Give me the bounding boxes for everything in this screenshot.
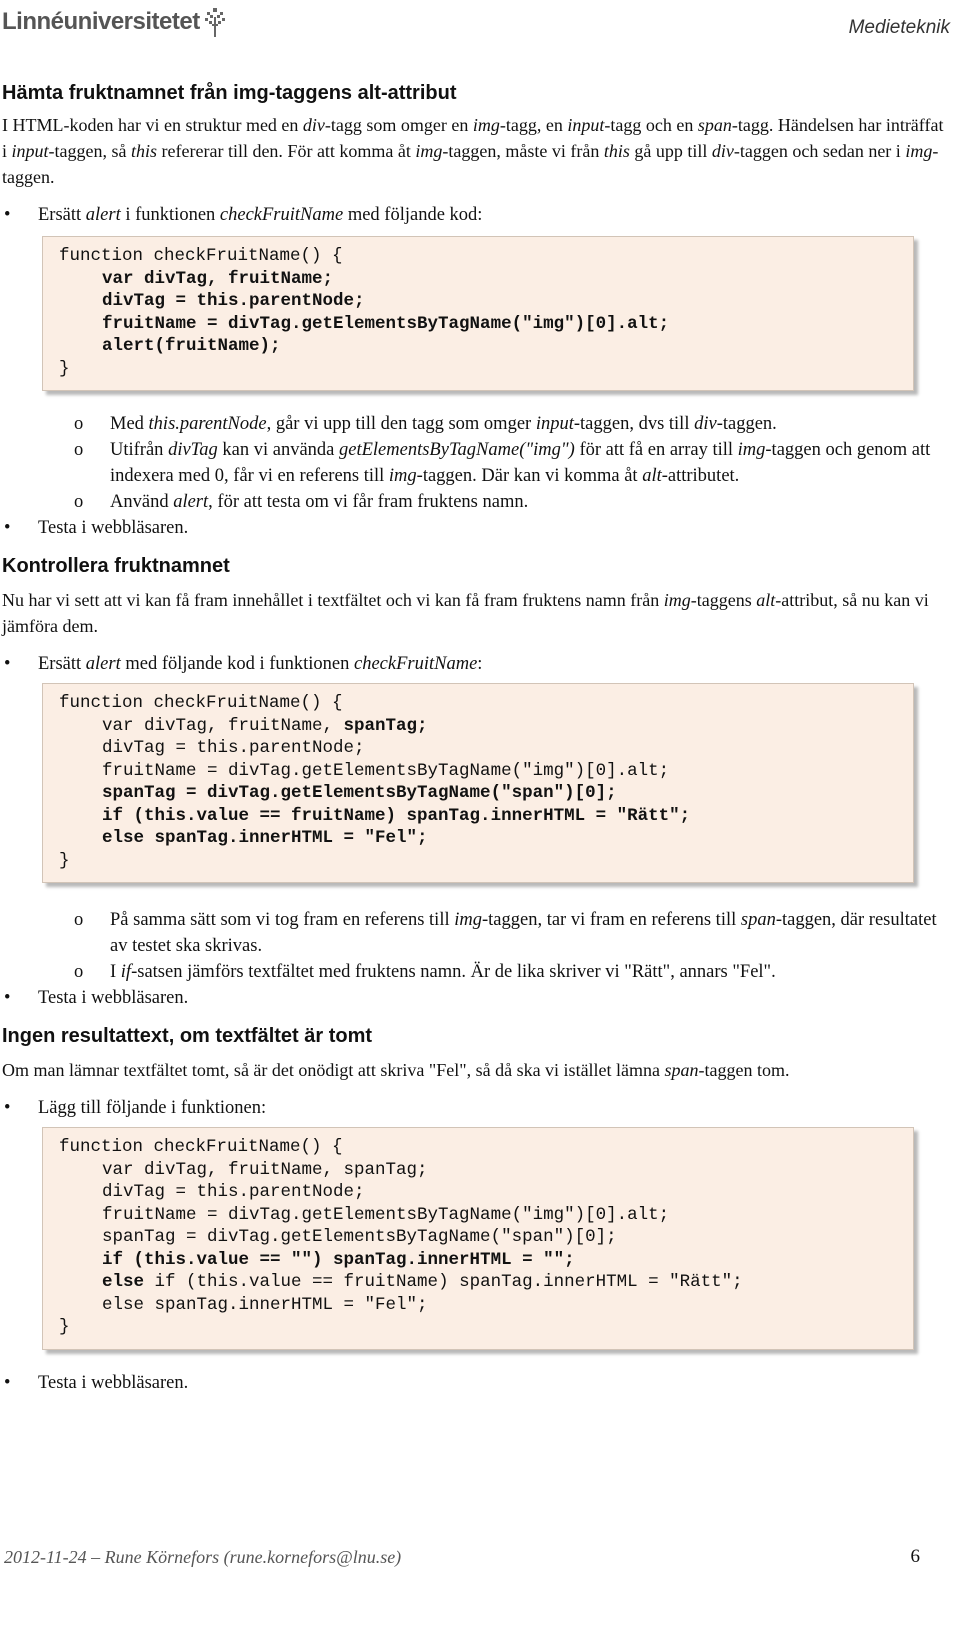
text: checkFruitName [354,654,478,674]
text: checkFruitName [219,205,344,225]
text: -taggen, så [48,141,131,161]
text: Använd [110,492,174,512]
text: div [711,141,734,161]
text: I HTML-koden har vi en struktur med en [2,115,303,135]
text: this.parentNode [148,414,267,434]
code-line [59,715,899,738]
text: -taggen och sedan ner i [733,141,906,161]
footer-text: 2012-11-24 – Rune Körnefors (rune.kornefors@lnu.se) [4,1547,402,1567]
text: alt [642,466,662,486]
text: -tagg och en [604,115,698,135]
bullet-item: • Testa i webbläsaren. [2,1370,947,1396]
section-label: Medieteknik [848,17,950,38]
bullet-item [2,202,947,228]
code-line: alert(fruitName); [102,336,281,356]
text: -attribut, så nu kan vi jämföra dem. [2,590,929,636]
code-line: } [59,358,70,379]
section-heading-3: Ingen resultattext, om textfältet är tomt [2,1025,373,1047]
text: Om man lämnar textfältet tomt, så är det onödigt att skriva "Fel", så då ska vi istället lämna [2,1060,665,1080]
text: divTag [168,440,218,460]
code-line: function checkFruitName() { [59,693,343,713]
code-line: divTag = this.parentNode; [102,1182,365,1202]
text: if (this.value == fruitName) spanTag.innerHTML = "Rätt"; [144,1272,743,1292]
logo-text: Linnéuniversitetet [2,8,200,35]
text: -tagg som omger en [324,115,473,135]
text: -taggen. [2,141,939,187]
text: if [120,962,132,982]
text: I [110,962,121,982]
text: img [415,141,443,161]
text: med följande kod i funktionen [120,654,354,674]
text: span [740,910,776,930]
code-line: spanTag = divTag.getElementsByTagName("span")[0]; [102,783,617,803]
code-line [59,1271,899,1294]
page-number: 6 [910,1546,920,1567]
paragraph-1 [2,112,947,190]
code-line: } [59,850,70,871]
text: -taggen, där resultatet av testet ska skrivas. [110,910,937,956]
code-line: else spanTag.innerHTML = "Fel"; [102,828,428,848]
code-line: var divTag, fruitName; [102,268,334,289]
text: , går vi upp till den tagg som omger [266,414,536,434]
code-block-1 [42,236,914,391]
text: -tagg, en [499,115,568,135]
code-line: fruitName = divTag.getElementsByTagName("img")[0].alt; [102,313,670,334]
sub-item: o På samma sätt som vi tog fram en referens till img-taggen, tar vi fram en referens till span-taggen, där resultatet av testet ska skrivas. [74,910,937,956]
sub-item: o I if-satsen jämförs textfältet med fruktens namn. Är de lika skriver vi "Rätt", annars "Fel". [74,962,776,982]
code-line: fruitName = divTag.getElementsByTagName("img")[0].alt; [102,760,670,781]
text: input [567,115,605,135]
section-heading-2: Kontrollera fruktnamnet [2,555,230,577]
sub-item: o Använd alert, för att testa om vi får fram fruktens namn. [74,492,529,512]
text: -taggen. Där kan vi komma åt [416,466,643,486]
tree-logo-icon [204,7,226,37]
text: refererar till den. För att komma åt [157,141,416,161]
text: spanTag; [343,715,428,736]
text: -attributet. [661,466,740,486]
text: span [697,115,732,135]
text: this [603,141,630,161]
text: -taggens [690,590,757,610]
text: input [535,414,574,434]
text: div [302,115,325,135]
text: var divTag, fruitName, [102,715,344,736]
text: this [131,141,158,161]
bullet-item: • Testa i webbläsaren. [2,985,947,1011]
text: img [663,590,691,610]
text: span [664,1060,699,1080]
text: Ersätt [38,654,86,674]
code-line: function checkFruitName() { [59,246,343,266]
text: i funktionen [120,205,220,225]
text: Utifrån [110,440,169,460]
text: kan vi använda [217,440,340,460]
code-line: var divTag, fruitName, spanTag; [102,1159,428,1180]
text: Ersätt [38,205,86,225]
sub-item: o Utifrån divTag kan vi använda getElementsByTagName("img") för att få en array till img-taggen och genom att indexera med 0, får vi en referens till img-taggen. Där kan vi komma åt alt-attributet. [74,440,931,486]
text: gå upp till [629,141,712,161]
university-logo [2,6,226,38]
text: getElementsByTagName("img") [339,440,575,460]
paragraph-3 [2,1057,947,1083]
text: med följande kod: [343,205,483,225]
text: -taggen tom. [698,1060,790,1080]
bullet-item: • Lägg till följande i funktionen: [2,1095,947,1121]
document-body [2,76,947,1396]
code-line: } [59,1317,70,1337]
code-line: divTag = this.parentNode; [102,738,365,758]
paragraph-2 [2,587,947,639]
text: Med [110,414,149,434]
text: alert [85,205,121,225]
code-block-2 [42,683,914,883]
text: På samma sätt som vi tog fram en referens till [110,910,455,930]
section-heading-1: Hämta fruktnamnet från img-taggens alt-attribut [2,82,457,104]
code-line: function checkFruitName() { [59,1137,343,1157]
text: -taggen, måste vi från [442,141,604,161]
text: else [102,1272,145,1292]
text: div [694,414,717,434]
text: input [11,141,49,161]
code-line: fruitName = divTag.getElementsByTagName("img")[0].alt; [102,1204,670,1225]
code-line: else spanTag.innerHTML = "Fel"; [102,1294,428,1315]
text: -tagg. Händelsen har inträffat i [2,115,944,161]
bullet-item [2,651,947,677]
text: -taggen, tar vi fram en referens till [481,910,741,930]
text: Nu har vi sett att vi kan få fram innehållet i textfältet och vi kan få fram fruktens namn från [2,590,664,610]
code-line: spanTag = divTag.getElementsByTagName("span")[0]; [102,1227,617,1247]
code-line: if (this.value == fruitName) spanTag.innerHTML = "Rätt"; [102,805,691,826]
code-line: divTag = this.parentNode; [102,291,365,311]
bullet-item: • Testa i webbläsaren. [2,515,947,541]
text: -taggen. [716,414,777,434]
sub-item: o Med this.parentNode, går vi upp till den tagg som omger input-taggen, dvs till div-taggen. [74,414,777,434]
text: -satsen jämförs textfältet med fruktens namn. Är de lika skriver vi "Rätt", annars "Fel". [131,962,776,982]
text: img [472,115,500,135]
text: , för att testa om vi får fram fruktens namn. [208,492,529,512]
text: : [477,654,483,674]
text: img [454,910,482,930]
text: för att få en array till [574,440,738,460]
text: -taggen och genom att indexera med 0, får vi en referens till [110,440,931,486]
code-line: if (this.value == "") spanTag.innerHTML = ""; [102,1249,575,1270]
text: alert [173,492,209,512]
text: img [388,466,417,486]
text: -taggen, dvs till [573,414,695,434]
text: alt [756,590,776,610]
text: img [737,440,766,460]
text: alert [85,654,121,674]
text: img [905,141,933,161]
code-block-3 [42,1127,914,1350]
